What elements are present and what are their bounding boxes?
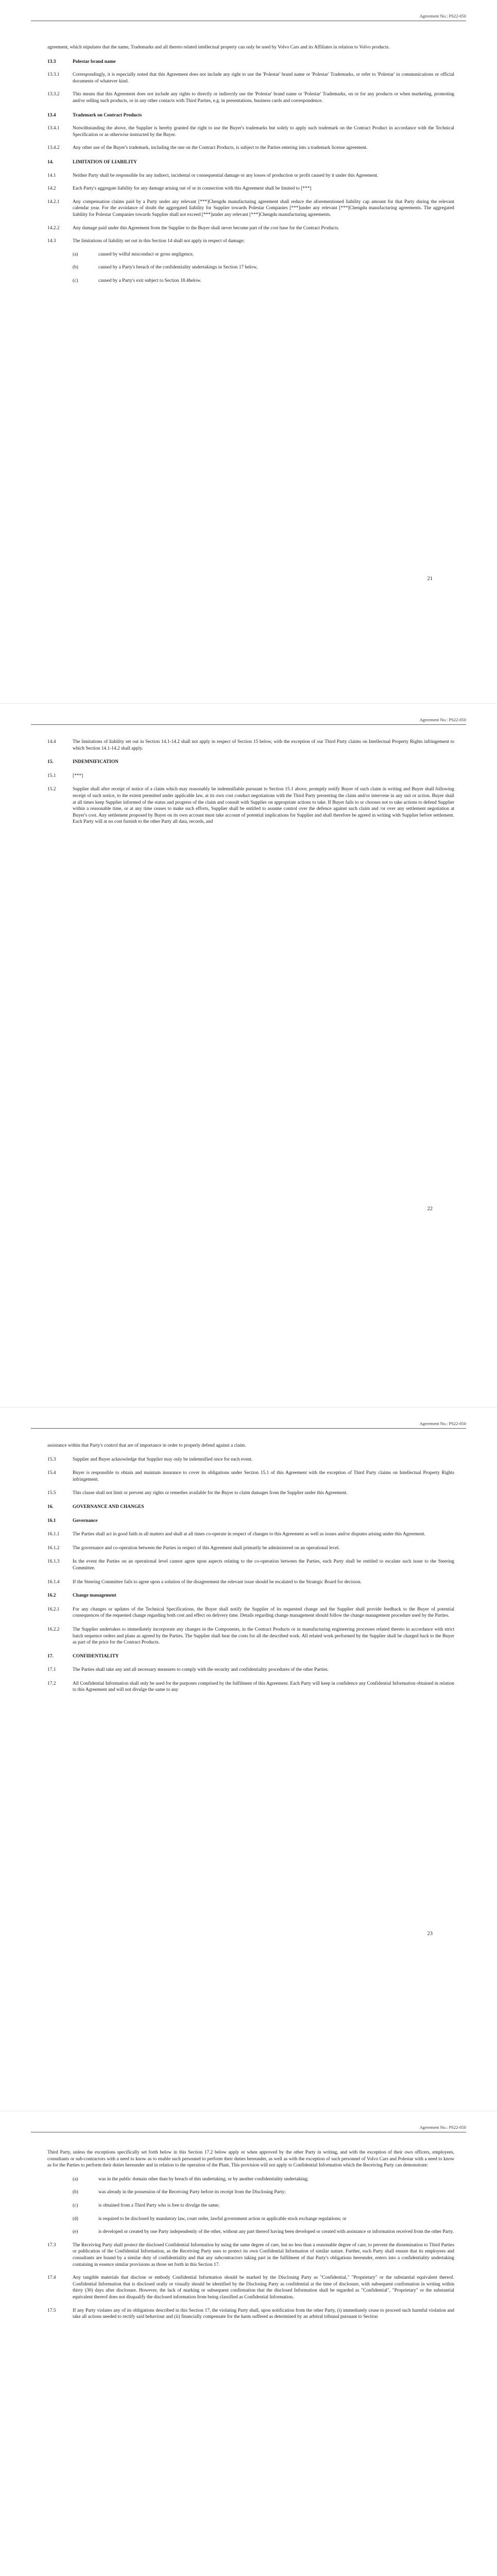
clause-number: 14.2.1 bbox=[47, 199, 60, 205]
clause-number: 16.1.3 bbox=[47, 1559, 60, 1565]
clause-number: 15.5 bbox=[47, 1490, 56, 1496]
clause-text: This clause shall not limit or prevent any rights or remedies available for the Buyer to claim damages from the Supplier under this Agreement. bbox=[73, 1490, 348, 1496]
clause-number: 15.2 bbox=[47, 787, 56, 792]
clause-number: 17.3 bbox=[47, 2242, 56, 2248]
clause-number: 16.1 bbox=[47, 1518, 56, 1523]
sub-clause bbox=[47, 264, 454, 271]
clause bbox=[47, 1606, 454, 1619]
agreement-number: Agreement No.: PS22-050 bbox=[419, 1421, 466, 1426]
clause bbox=[47, 1490, 454, 1497]
clause-text: Supplier shall after receipt of notice of a claim which may reasonably be indemnifiable pursuant to Section 15.1 above, promptly notify Buyer of such claim in writing and Buyer shall following receipt of such notice, to the extent permitted under applicable law, at its own cost conduct negotiations with the Third Party presenting the claim and/or intervene in any suit or action. Buyer shall at all times keep Supplier informed of the status and progress of the claim and consult with Supplier on appropriate actions to take. If Buyer fails to or chooses not to take actions to defend Supplier within a reasonable time, or at any time ceases to make such efforts, Supplier shall be entitled to assume control over the defence against such claim and /or over any settlement negotiation at Buyer's cost. Any settlement proposed by Buyer on its own account must take account of potential implications for Supplier and shall therefore be agreed in writing with Supplier before settlement. Each Party will at no cost furnish to the other Party all data, records, and bbox=[73, 787, 454, 825]
clause-text: Notwithstanding the above, the Supplier is hereby granted the right to use the Buyer's trademarks but solely to apply such trademark on the Contract Product in accordance with the Technical Specification or as otherwise instructed by the Buyer. bbox=[73, 126, 454, 138]
clause-number: 16.2.1 bbox=[47, 1606, 60, 1612]
agreement-number: Agreement No.: PS22-050 bbox=[419, 717, 466, 722]
sub-clause bbox=[47, 278, 454, 284]
clause-text: Any other use of the Buyer's trademark, including the one on the Contract Products, is subject to the Parties entering into a trademark license agreement. bbox=[73, 145, 368, 151]
heading-text: Governance bbox=[73, 1518, 98, 1523]
page-number: 23 bbox=[427, 1931, 433, 1937]
clause bbox=[47, 185, 454, 192]
clause-number: 17.4 bbox=[47, 2275, 56, 2281]
clause-text: was in the public domain other than by breach of this undertaking, or by another confidentiality undertaking; bbox=[98, 2176, 309, 2182]
sub-clause bbox=[47, 2229, 454, 2235]
clause bbox=[47, 1626, 454, 1646]
clause-text: Correspondingly, it is especially noted that this Agreement does not include any right to use the 'Polestar' brand name or 'Polestar' Trademarks, or refer to 'Polestar' in communications or official documents of whatever kind. bbox=[73, 72, 454, 84]
clause bbox=[47, 2275, 454, 2300]
clause bbox=[47, 786, 454, 825]
clause-text: In the event the Parties on an operational level cannot agree upon aspects relating to the co-operation between the Parties, each Party shall be entitled to escalate such issue to the Steering Committee. bbox=[73, 1559, 454, 1571]
heading-text: CONFIDENTIALITY bbox=[73, 1653, 119, 1659]
heading-text: Change management bbox=[73, 1593, 116, 1599]
sub-clause bbox=[47, 251, 454, 258]
heading-text: Trademark on Contract Products bbox=[73, 112, 142, 118]
clause-number: 17.2 bbox=[47, 1681, 56, 1686]
clause-number: (e) bbox=[73, 2229, 78, 2235]
sub-clause bbox=[47, 2176, 454, 2183]
clause-number: (b) bbox=[73, 2190, 78, 2195]
clause-text: is developed or created by one Party independently of the other, without any part thereof having been developed or created with assistance or information received from the other Party. bbox=[98, 2229, 454, 2235]
sub-clause bbox=[47, 2189, 454, 2196]
clause-number: 16.2 bbox=[47, 1593, 56, 1599]
sub-clause bbox=[47, 2216, 454, 2223]
heading-text: LIMITATION OF LIABILITY bbox=[73, 159, 137, 165]
paragraph: Third Party, unless the exceptions specifically set forth below in this Section 17.2 below apply or when approved by the other Party in writing, and with the exception of their own officers, employees, consultants or sub-contractors with a need to know as to enable such personnel to perform their duties hereunder, as well as with the exception of such personnel of Volvo Cars and Polestar with a need to know as for the Parties to perform their duties hereunder and in relation to the operation of the Plant. This provision will not apply to Confidential Information which the Receiving Party can demonstrate: bbox=[47, 2150, 454, 2168]
agreement-number: Agreement No.: PS22-050 bbox=[419, 13, 466, 19]
clause-number: (b) bbox=[73, 265, 78, 270]
clause-number: (c) bbox=[73, 2202, 78, 2208]
clause-number: (d) bbox=[73, 2216, 78, 2222]
clause bbox=[47, 2308, 454, 2320]
clause-text: For any changes or updates of the Technical Specifications, the Buyer shall notify the Supplier of its requested change and the Supplier shall provide feedback to the Buyer of potential consequences of the requested change regarding both cost and effect on delivery time. Details regarding change management should follow the change management procedure used by the Parties. bbox=[73, 1606, 454, 1619]
agreement-number: Agreement No.: PS22-050 bbox=[419, 2125, 466, 2130]
clause bbox=[47, 1470, 454, 1483]
clause bbox=[47, 1558, 454, 1571]
header-rule bbox=[31, 724, 466, 725]
clause-number: 15.4 bbox=[47, 1470, 56, 1476]
clause-text: This means that this Agreement does not include any rights to directly or indirectly use the 'Polestar' brand name or 'Polestar' Trademarks, on or for any products or when marketing, promoting and/or selling such products, or in any other contacts with Third Parties, e.g. in presentations, business cards and correspondence. bbox=[73, 92, 454, 104]
clause-number: 13.4.1 bbox=[47, 126, 60, 131]
clause bbox=[47, 91, 454, 104]
section-heading bbox=[47, 1504, 454, 1511]
clause-number: 13.3.2 bbox=[47, 92, 60, 97]
clause bbox=[47, 199, 454, 218]
heading-text: Polestar brand name bbox=[73, 59, 116, 64]
clause-number: 14.4 bbox=[47, 739, 56, 744]
paragraph: agreement, which stipulates that the name, Trademarks and all thereto related intellectual property can only be used by Volvo Cars and its Affiliates in relation to Volvo products. bbox=[47, 45, 390, 50]
section-heading bbox=[47, 59, 454, 65]
clause-text: Neither Party shall be responsible for any indirect, incidental or consequential damage or any losses of production or profit caused by it under this Agreement. bbox=[73, 173, 379, 178]
clause-text: is obtained from a Third Party who is free to divulge the same; bbox=[98, 2202, 220, 2208]
clause-text: is required to be disclosed by mandatory law, court order, lawful government action or applicable stock exchange regulations; or bbox=[98, 2216, 347, 2222]
header-rule bbox=[31, 1428, 466, 1429]
clause bbox=[47, 238, 454, 245]
clause-number: 14.2 bbox=[47, 186, 56, 192]
section-heading bbox=[47, 1518, 454, 1524]
page-number: 22 bbox=[427, 1206, 433, 1212]
paragraph: assistance within that Party's control that are of importance in order to properly defend against a claim. bbox=[47, 1443, 246, 1448]
clause-number: 14. bbox=[47, 159, 54, 165]
page-22 bbox=[0, 704, 497, 1407]
page-24 bbox=[0, 2111, 497, 2576]
clause bbox=[47, 125, 454, 138]
clause-number: 17. bbox=[47, 1653, 54, 1659]
clause bbox=[47, 1667, 454, 1673]
clause-text: The Supplier undertakes to immediately incorporate any changes in the Components, in the Contract Products or in manufacturing engineering processes related thereto in accordance with strict batch sequence orders and plans as agreed by the Parties. The Supplier shall bear the costs for all the described work. All related work performed by the Supplier shall be charged back to the Buyer as part of the price for the Contract Products. bbox=[73, 1626, 454, 1646]
clause-number: 15.1 bbox=[47, 773, 56, 778]
clause-text: The governance and co-operation between the Parties in respect of this Agreement shall primarily be administered on an operational level. bbox=[73, 1545, 340, 1551]
clause-text: was already in the possession of the Receiving Party before its receipt from the Disclosing Party; bbox=[98, 2190, 286, 2195]
clause-text: If any Party violates any of its obligations described in this Section 17, the violating Party shall, upon notification from the other Party, (i) immediately cease to proceed such harmful violation and take all actions needed to rectify said behaviour and (ii) financially compensate for the harm suffered as determined by an arbitral tribunal pursuant to Section bbox=[73, 2308, 454, 2320]
heading-text: INDEMNIFICATION bbox=[73, 759, 118, 765]
clause-text: Any compensation claims paid by a Party under any relevant [***]Chengdu manufacturing agreement shall reduce the aforementioned liability cap amount for that Party during the relevant calendar year. For the avoidance of doubt the aggregated liability for Supplier towards Polestar Companies [***]under any relevant [***]Chengdu manufacturing agreements. The aggregated liability for Polestar Companies towards Supplier shall not exceed [***]under any relevant [***]Chengdu manufacturing agreements. bbox=[73, 199, 454, 217]
page-content bbox=[47, 739, 454, 825]
clause-text: The limitations of liability set out in this Section 14 shall not apply in respect of damage; bbox=[73, 239, 245, 244]
clause-number: 14.2.2 bbox=[47, 225, 60, 231]
clause-number: 14.1 bbox=[47, 173, 56, 178]
clause bbox=[47, 2242, 454, 2268]
clause-number: 13.4 bbox=[47, 112, 56, 118]
clause-number: 16.1.4 bbox=[47, 1579, 60, 1585]
clause bbox=[47, 72, 454, 84]
clause-text: The Receiving Party shall protect the disclosed Confidential Information by using the same degree of care, but no less than a reasonable degree of care, to prevent the dissemination to Third Parties or publication of the Confidential Information, as the Receiving Party uses to protect its own Confidential Information of similar nature. Further, each Party shall ensure that its employees and consultants are bound by a similar duty of confidentiality and that any subcontractors taking part in the fulfilment of that Party's obligations hereunder, enters into a confidentiality undertaking containing in essence similar provisions as those set forth in this Section 17. bbox=[73, 2242, 454, 2267]
section-heading bbox=[47, 1592, 454, 1599]
page-number: 21 bbox=[427, 576, 433, 582]
clause-text: caused by a Party's breach of the confidentiality undertakings in Section 17 below, bbox=[98, 265, 258, 270]
clause-number: (a) bbox=[73, 2176, 78, 2182]
clause bbox=[47, 1456, 454, 1463]
clause-text: Supplier and Buyer acknowledge that Supplier may only be indemnified once for each event. bbox=[73, 1456, 253, 1462]
clause-number: 16.1.2 bbox=[47, 1545, 60, 1551]
clause-text: Any damage paid under this Agreement from the Supplier to the Buyer shall never become part of the cost base for the Contract Products. bbox=[73, 225, 339, 231]
page-23 bbox=[0, 1408, 497, 2111]
clause-number: 15.3 bbox=[47, 1456, 56, 1462]
clause-number: 17.1 bbox=[47, 1667, 56, 1673]
clause-number: (c) bbox=[73, 278, 78, 283]
clause-text: Each Party's aggregate liability for any damage arising out of or in connection with this Agreement shall be limited to [***] bbox=[73, 186, 312, 192]
clause-text: caused by a Party's exit subject to Section 18.4below. bbox=[98, 278, 201, 283]
clause-number: 17.5 bbox=[47, 2308, 56, 2313]
clause-number: 16.2.2 bbox=[47, 1626, 60, 1632]
section-heading bbox=[47, 112, 454, 119]
clause bbox=[47, 1579, 454, 1586]
clause-text: All Confidential Information shall only be used for the purposes comprised by the fulfilment of this Agreement. Each Party will keep in confidence any Confidential Information obtained in relation to this Agreement and will not divulge the same to any bbox=[73, 1681, 454, 1693]
clause-number: (a) bbox=[73, 251, 78, 257]
page-content bbox=[47, 44, 454, 284]
clause-number: 14.3 bbox=[47, 239, 56, 244]
clause-number: 13.3.1 bbox=[47, 72, 60, 78]
clause-text: If the Steering Committee fails to agree upon a solution of the disagreement the relevant issue should be escalated to the Strategic Board for decision. bbox=[73, 1579, 362, 1585]
clause bbox=[47, 1545, 454, 1552]
clause-number: 16.1.1 bbox=[47, 1532, 60, 1537]
section-heading bbox=[47, 1653, 454, 1660]
sub-clause bbox=[47, 2202, 454, 2209]
clause bbox=[47, 773, 454, 779]
clause-number: 13.3 bbox=[47, 59, 56, 64]
clause bbox=[47, 1681, 454, 1693]
clause-number: 13.4.2 bbox=[47, 145, 60, 151]
clause bbox=[47, 225, 454, 232]
clause bbox=[47, 145, 454, 151]
section-heading bbox=[47, 759, 454, 766]
clause bbox=[47, 739, 454, 752]
clause bbox=[47, 1531, 454, 1538]
clause-text: caused by wilful misconduct or gross negligence, bbox=[98, 251, 194, 257]
heading-text: GOVERNANCE AND CHANGES bbox=[73, 1504, 144, 1510]
page-content bbox=[47, 2149, 454, 2320]
clause-number: 16. bbox=[47, 1504, 54, 1510]
section-heading bbox=[47, 159, 454, 166]
clause-number: 15. bbox=[47, 759, 54, 765]
clause-text: [***] bbox=[73, 773, 83, 778]
clause-text: The Parties shall take any and all necessary measures to comply with the security and confidentiality procedures of the other Parties. bbox=[73, 1667, 329, 1673]
page-content bbox=[47, 1443, 454, 1693]
clause bbox=[47, 173, 454, 179]
clause-text: Buyer is responsible to obtain and maintain insurance to cover its obligations under Section 15.1 of this Agreement with the exception of Third Party claims on Intellectual Property Rights infringement. bbox=[73, 1470, 454, 1482]
clause-text: The limitations of liability set out in Section 14.1-14.2 shall not apply in respect of Section 15 below, with the exception of our Third Party claims on Intellectual Property Rights infringement to which Section 14.1-14.2 shall apply. bbox=[73, 739, 454, 751]
page-21 bbox=[0, 0, 497, 703]
clause-text: Any tangible materials that disclose or embody Confidential Information should be marked by the Disclosing Party as "Confidential," "Proprietary" or the substantial equivalent thereof. Confidential Information that is disclosed orally or visually should be identified by the Disclosing Party as confidential at the time of disclosure, with subsequent confirmation in writing within thirty (30) days after disclosure. However, the lack of marking or subsequent confirmation that the disclosed Information shall be regarded as "Confidential", "Proprietary" or the substantial equivalent thereof does not disqualify the disclosed information from being classified as Confidential Information. bbox=[73, 2275, 454, 2300]
clause-text: The Parties shall act in good faith in all matters and shall at all times co-operate in respect of changes to this Agreement as well as issues and/or disputes arising under this Agreement. bbox=[73, 1532, 425, 1537]
